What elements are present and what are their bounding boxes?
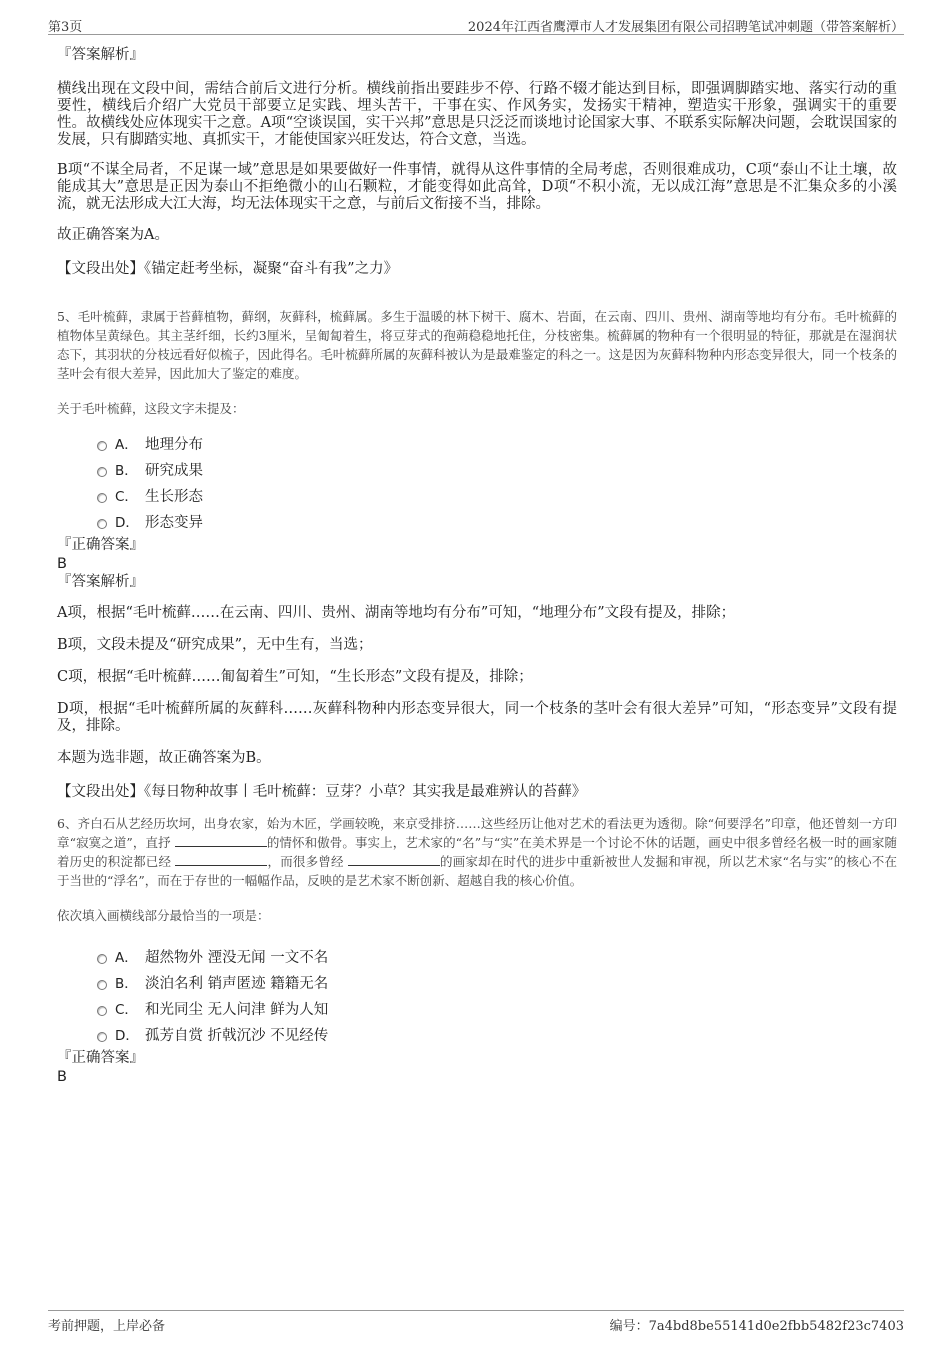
q5-source: 【文段出处】《每日物种故事丨毛叶梳藓：豆芽？小草？其实我是最难辨认的苔藓》: [57, 784, 587, 800]
option-text: 和光同尘 无人问津 鲜为人知: [145, 1001, 329, 1018]
q5-answer: B: [57, 556, 67, 572]
option-text: 地理分布: [145, 436, 203, 453]
q5-option-a[interactable]: A． 地理分布: [97, 430, 897, 456]
q4-analysis-conclusion: 故正确答案为A。: [57, 227, 169, 243]
q5-option-d[interactable]: D． 形态变异: [97, 508, 897, 534]
q4-analysis-p1: 横线出现在文段中间，需结合前后文进行分析。横线前指出要跬步不停、行路不辍才能达到目标，即强调脚踏实地、落实行动的重要性，横线后介绍广大党员干部要立足实践、埋头苦干，干事在实、作风务实，发扬实干精神，塑造实干形象，强调实干的重要性。故横线处应体现实干之意。A项“空谈误国，实干兴邦”意思是只泛泛而谈地讨论国家大事、不联系实际解决问题，会耽误国家的发展，只有脚踏实地、真抓实干，才能使国家兴旺发达，符合文意，当选。: [57, 81, 897, 148]
main-content: [57, 46, 897, 1086]
radio-icon[interactable]: [97, 980, 107, 990]
radio-icon[interactable]: [97, 467, 107, 477]
q4-source: 【文段出处】《锚定赶考坐标，凝聚“奋斗有我”之力》: [57, 261, 399, 277]
q6-option-c[interactable]: C． 和光同尘 无人问津 鲜为人知: [97, 995, 897, 1021]
q4-analysis-p2: B项“不谋全局者，不足谋一域”意思是如果要做好一件事情，就得从这件事情的全局考虑，否则很难成功，C项“泰山不让土壤，故能成其大”意思是正因为泰山不拒绝微小的山石颗粒，才能变得如此高耸，D项“不积小流，无以成江海”意思是不汇集众多的小溪流，就无法形成大江大海，均无法体现实干之意，与前后文衔接不当，排除。: [57, 162, 897, 212]
q6-stem: 6、齐白石从艺经历坎坷，出身农家，始为木匠，学画较晚，来京受排挤……这些经历让他对艺术的看法更为透彻。除“何要浮名”印章，他还曾刻一方印章“寂寞之道”，直抒 的情怀和傲骨。事实上，艺术家的“名”与“实”在美术界是一个讨论不休的话题，画史中很多曾经名极一时的画家随着历史的积淀都已经 ，而很多曾经 的画家却在时代的进步中重新被世人发掘和审视，所以艺术家“名与实”的核心不在于当世的“浮名”，而在于存世的一幅幅作品，反映的是艺术家不断创新、超越自我的核心价值。: [57, 816, 897, 888]
radio-icon[interactable]: [97, 441, 107, 451]
radio-icon[interactable]: [97, 519, 107, 529]
q5-analysis-d: D项，根据“毛叶梳藓所属的灰藓科……灰藓科物种内形态变异很大，同一个枝条的茎叶会有很大差异”可知，“形态变异”文段有提及，排除。: [57, 701, 897, 734]
page-header: [48, 14, 904, 35]
q5-prompt: 关于毛叶梳藓，这段文字未提及：: [57, 401, 245, 416]
q5-option-b[interactable]: B． 研究成果: [97, 456, 897, 482]
q6-options: [97, 943, 897, 1047]
document-title: 2024年江西省鹰潭市人才发展集团有限公司招聘笔试冲刺题（带答案解析）: [467, 20, 904, 35]
q5-analysis-b: B项，文段未提及“研究成果”，无中生有，当选；: [57, 637, 373, 653]
page-footer: [48, 1310, 904, 1335]
q6-option-d[interactable]: D． 孤芳自赏 折戟沉沙 不见经传: [97, 1021, 897, 1047]
q6-answer: B: [57, 1069, 67, 1085]
fill-blank: [175, 834, 267, 847]
q6-option-a[interactable]: A． 超然物外 湮没无闻 一文不名: [97, 943, 897, 969]
radio-icon[interactable]: [97, 1006, 107, 1016]
q6-answer-label: 『正确答案』: [57, 1050, 144, 1066]
option-text: 淡泊名利 销声匿迹 籍籍无名: [145, 975, 329, 992]
fill-blank: [348, 853, 440, 866]
q6-prompt: 依次填入画横线部分最恰当的一项是：: [57, 908, 270, 923]
fill-blank: [175, 853, 267, 866]
q5-stem: 5、毛叶梳藓，隶属于苔藓植物，藓纲，灰藓科，梳藓属。多生于温暖的林下树干、腐木、岩面，在云南、四川、贵州、湖南等地均有分布。毛叶梳藓的植物体呈黄绿色。其主茎纤细，长约3厘米，呈匍匐着生，将豆芽式的孢蒴稳稳地托住，分枝密集。梳藓属的物种有一个很明显的特征，那就是在湿润状态下，其羽状的分枝远看好似梳子，因此得名。毛叶梳藓所属的灰藓科被认为是最难鉴定的科之一。这是因为灰藓科物种内形态变异很大，同一个枝条的茎叶会有很大差异，因此加大了鉴定的难度。: [57, 309, 897, 381]
page-number: 第3页: [48, 20, 83, 35]
radio-icon[interactable]: [97, 954, 107, 964]
option-text: 生长形态: [145, 488, 203, 505]
q5-analysis-c: C项，根据“毛叶梳藓……匍匐着生”可知，“生长形态”文段有提及，排除；: [57, 669, 533, 685]
option-text: 研究成果: [145, 462, 203, 479]
q5-answer-label: 『正确答案』: [57, 537, 144, 553]
q5-analysis-a: A项，根据“毛叶梳藓……在云南、四川、贵州、湖南等地均有分布”可知，“地理分布”文段有提及，排除；: [57, 605, 736, 621]
radio-icon[interactable]: [97, 1032, 107, 1042]
document-serial: 编号：7a4bd8be55141d0e2fbb5482f23c7403: [609, 1319, 904, 1334]
q5-analysis-label: 『答案解析』: [57, 574, 144, 590]
radio-icon[interactable]: [97, 493, 107, 503]
q6-option-b[interactable]: B． 淡泊名利 销声匿迹 籍籍无名: [97, 969, 897, 995]
option-text: 孤芳自赏 折戟沉沙 不见经传: [145, 1027, 329, 1044]
option-text: 形态变异: [145, 514, 203, 531]
q5-option-c[interactable]: C． 生长形态: [97, 482, 897, 508]
q5-analysis-conclusion: 本题为选非题，故正确答案为B。: [57, 750, 271, 766]
q5-options: [97, 430, 897, 534]
footer-slogan: 考前押题，上岸必备: [48, 1319, 166, 1334]
option-text: 超然物外 湮没无闻 一文不名: [145, 949, 329, 966]
q4-analysis-label: 『答案解析』: [57, 47, 144, 63]
